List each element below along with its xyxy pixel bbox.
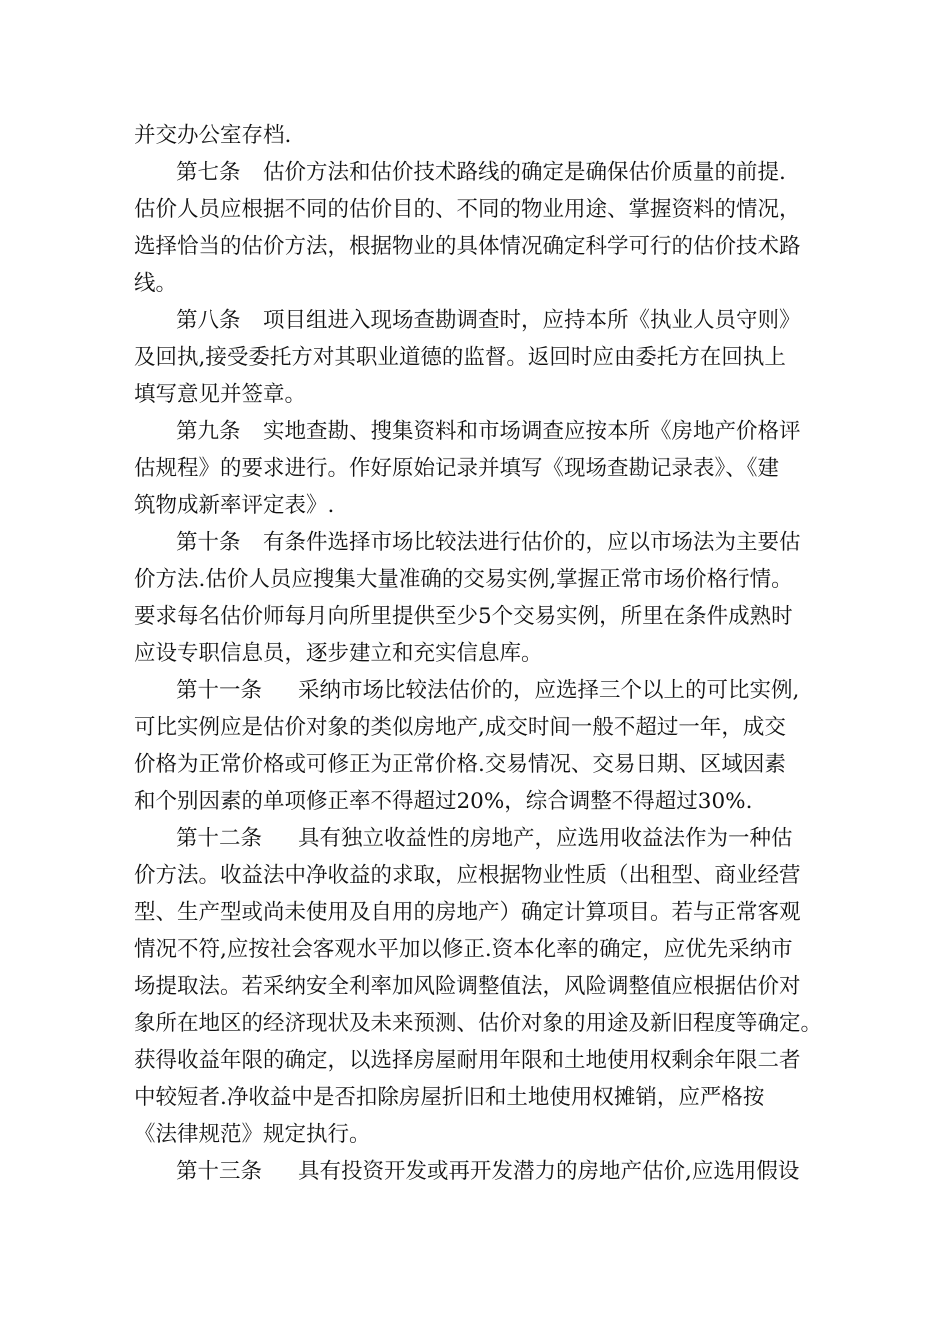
text-line [0, 821, 950, 857]
text-line [0, 414, 950, 450]
text-line [0, 1154, 950, 1190]
article-body: 实地查勘、搜集资料和市场调查应按本所《房地产价格评 [263, 419, 801, 444]
article-body: 有条件选择市场比较法进行估价的，应以市场法为主要估 [263, 530, 801, 555]
text-line: 估价人员应根据不同的估价目的、不同的物业用途、掌握资料的情况， [134, 197, 801, 222]
text-line [0, 525, 950, 561]
text-line: 中较短者.净收益中是否扣除房屋折旧和土地使用权摊销，应严格按 [134, 1085, 765, 1110]
text-line: 填写意见并签章。 [134, 382, 307, 407]
article-label: 第十三条 [176, 1159, 263, 1184]
article-body: 项目组进入现场查勘调查时，应持本所《执业人员守则》 [263, 308, 801, 333]
text-line [0, 673, 950, 709]
text-line: 价方法.估价人员应搜集大量准确的交易实例,掌握正常市场价格行情。 [134, 567, 793, 592]
text-line: 情况不符,应按社会客观水平加以修正.资本化率的确定，应优先采纳市 [134, 937, 793, 962]
text-line: 《法律规范》规定执行。 [134, 1122, 371, 1147]
text-line: 要求每名估价师每月向所里提供至少5个交易实例，所里在条件成熟时 [134, 604, 793, 629]
text-line: 可比实例应是估价对象的类似房地产,成交时间一般不超过一年，成交 [134, 715, 786, 740]
article-label: 第十条 [176, 530, 241, 555]
text-line [0, 303, 950, 339]
article-label: 第十二条 [176, 826, 263, 851]
article-label: 第八条 [176, 308, 241, 333]
text-line: 获得收益年限的确定，以选择房屋耐用年限和土地使用权剩余年限二者 [134, 1048, 801, 1073]
article-body: 采纳市场比较法估价的，应选择三个以上的可比实例, [298, 678, 800, 703]
text-line: 选择恰当的估价方法，根据物业的具体情况确定科学可行的估价技术路 [134, 234, 801, 259]
article-label: 第七条 [176, 160, 241, 185]
article-label: 第十一条 [176, 678, 263, 703]
text-line [0, 155, 950, 191]
text-line: 线。 [134, 271, 178, 296]
text-line: 筑物成新率评定表》. [134, 493, 335, 518]
article-body: 估价方法和估价技术路线的确定是确保估价质量的前提. [263, 160, 786, 185]
text-line: 并交办公室存档. [134, 123, 292, 148]
text-line: 应设专职信息员，逐步建立和充实信息库。 [134, 641, 543, 666]
article-label: 第九条 [176, 419, 241, 444]
article-body: 具有独立收益性的房地产，应选用收益法作为一种估 [298, 826, 793, 851]
text-line: 象所在地区的经济现状及未来预测、估价对象的用途及新旧程度等确定。 [134, 1011, 823, 1036]
text-line: 场提取法。若采纳安全利率加风险调整值法，风险调整值应根据估价对 [134, 974, 801, 999]
text-line: 价格为正常价格或可修正为正常价格.交易情况、交易日期、区域因素 [134, 752, 786, 777]
article-body: 具有投资开发或再开发潜力的房地产估价,应选用假设 [298, 1159, 800, 1184]
text-line: 型、生产型或尚未使用及自用的房地产）确定计算项目。若与正常客观 [134, 900, 801, 925]
text-line: 价方法。收益法中净收益的求取，应根据物业性质（出租型、商业经营 [134, 863, 801, 888]
text-line: 及回执,接受委托方对其职业道德的监督。返回时应由委托方在回执上 [134, 345, 786, 370]
text-line: 估规程》的要求进行。作好原始记录并填写《现场查勘记录表》、《建 [134, 456, 780, 481]
text-line: 和个别因素的单项修正率不得超过20%，综合调整不得超过30%. [134, 789, 753, 814]
